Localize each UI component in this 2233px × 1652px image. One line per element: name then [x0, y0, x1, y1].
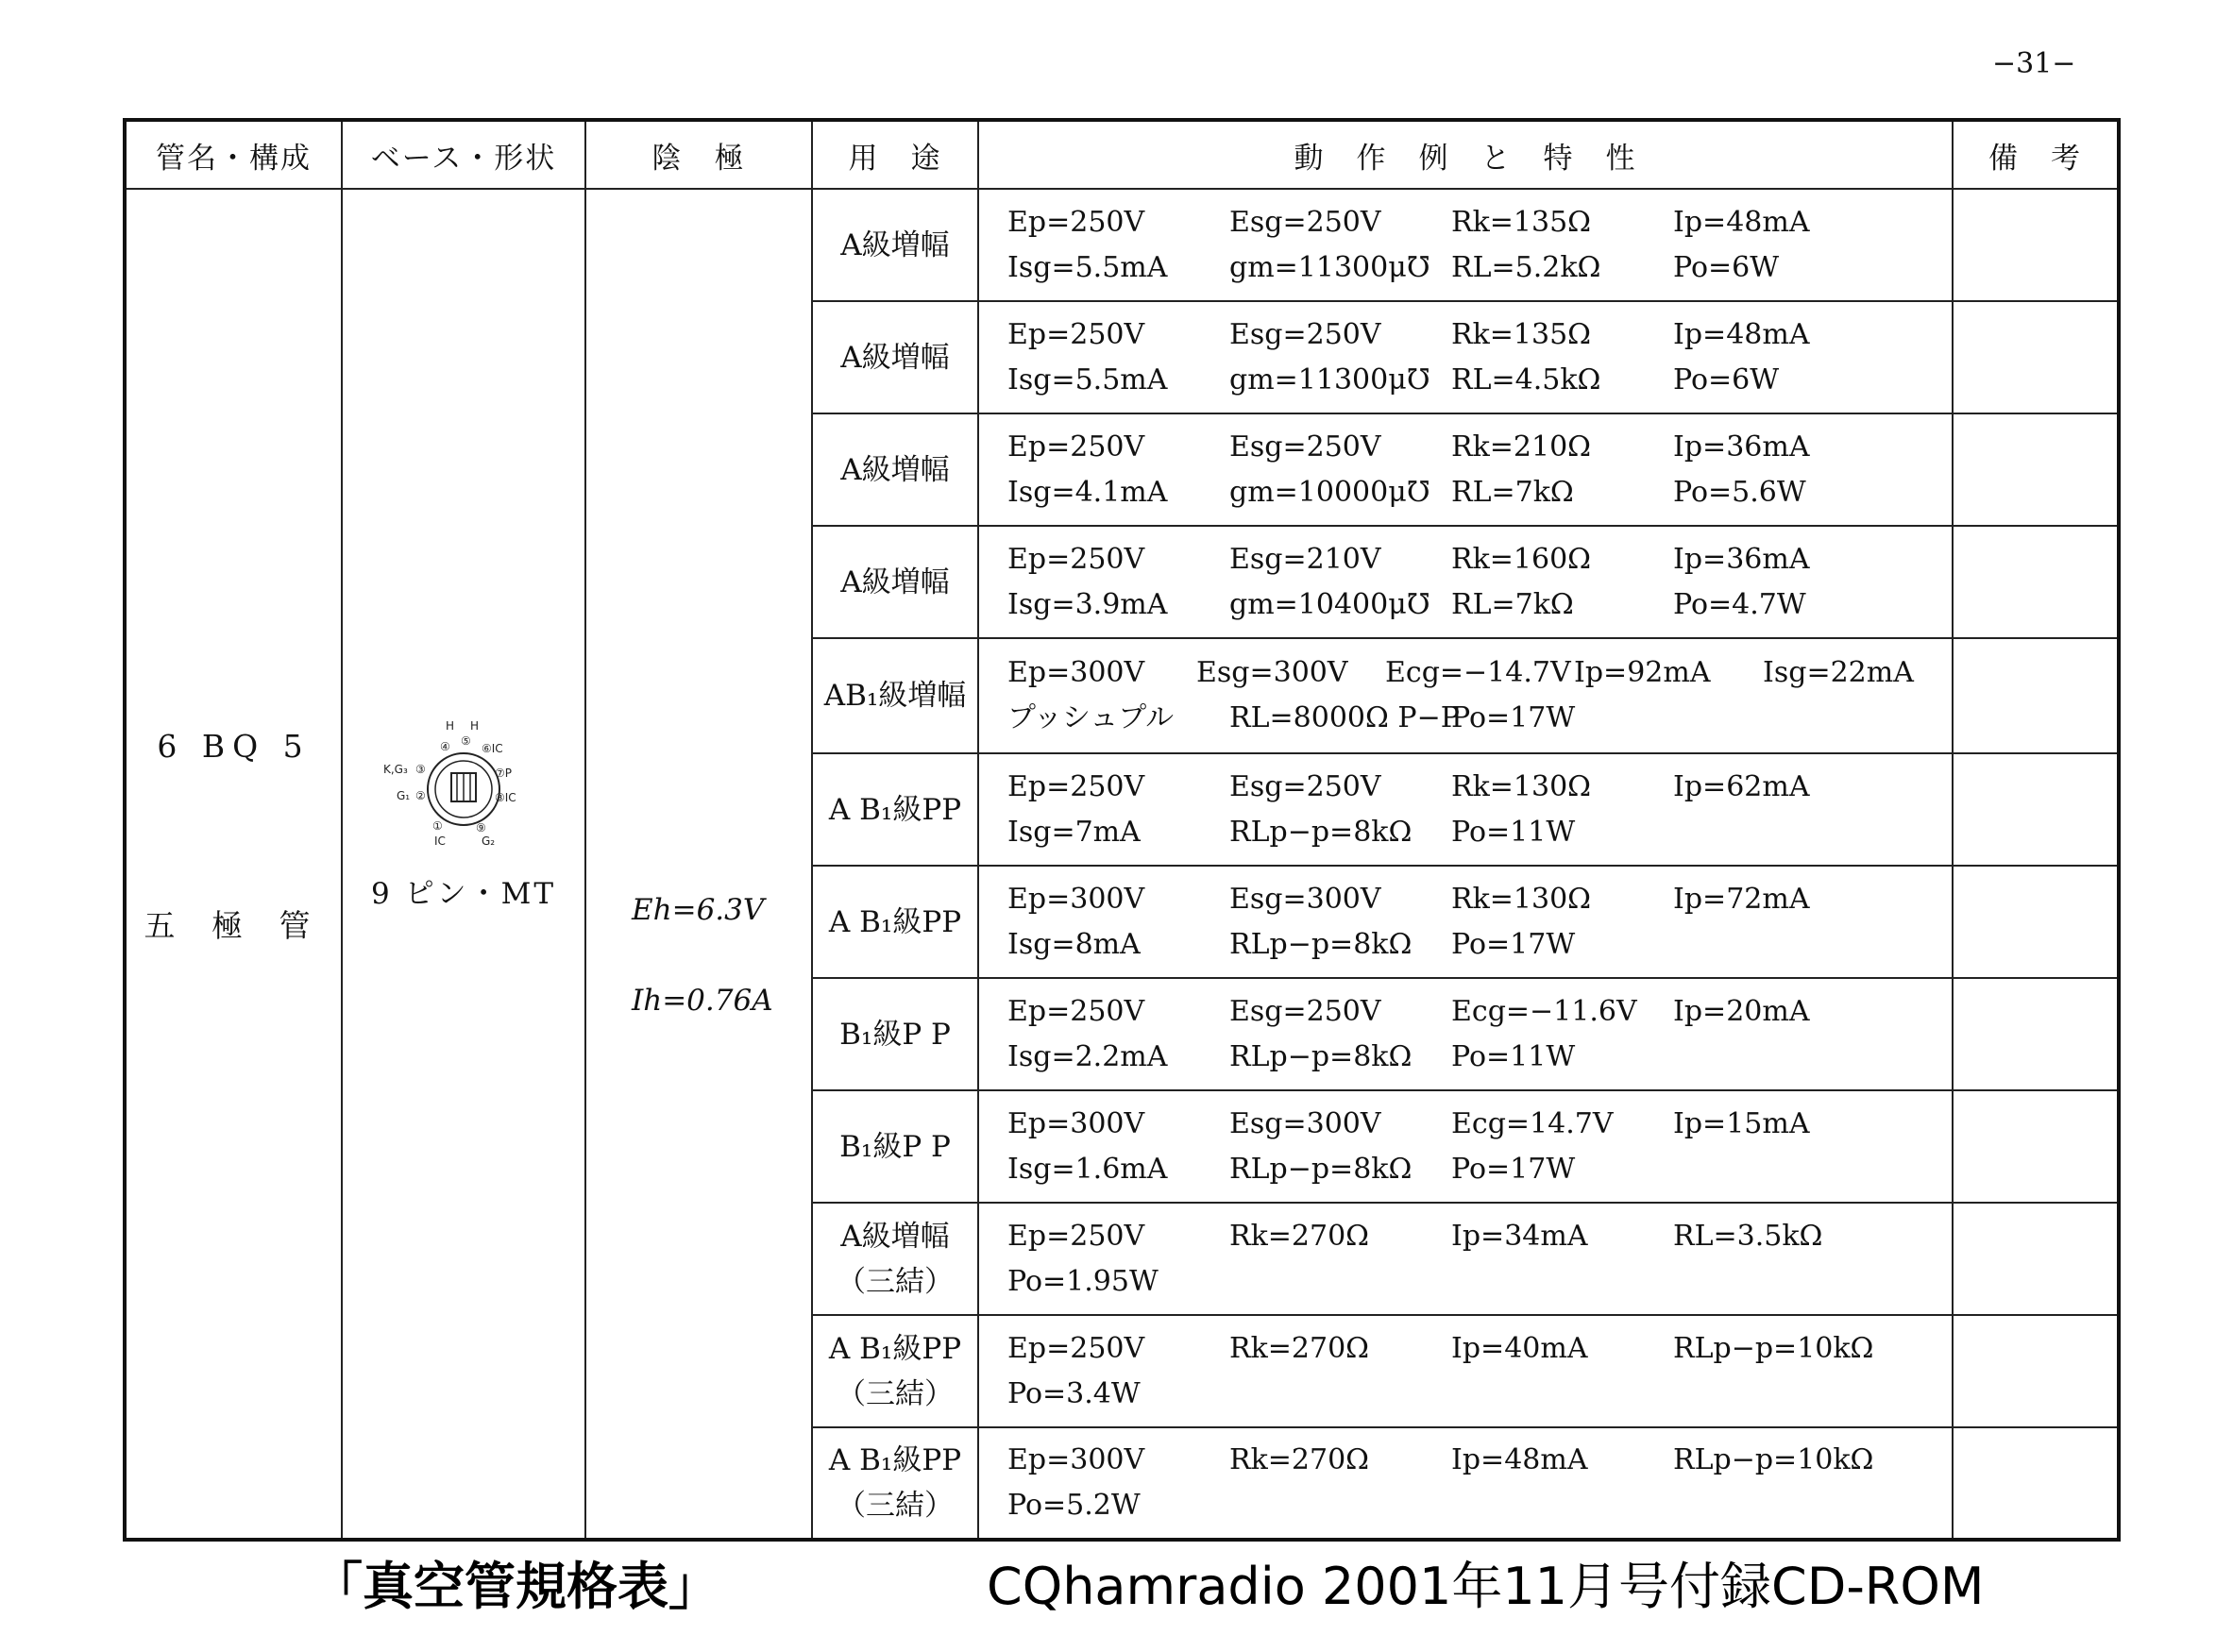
operation-value: RL=4.5kΩ: [1451, 362, 1601, 396]
operation-value: Rk=130Ω: [1451, 882, 1592, 916]
operation-value: Po=17W: [1451, 701, 1576, 734]
operation-value: Ep=250V: [1007, 317, 1145, 351]
use-cell: [812, 638, 978, 753]
pin-label: ⑥IC: [482, 742, 503, 755]
page-number: −31−: [1992, 47, 2076, 80]
operation-value: Po=1.95W: [1007, 1264, 1159, 1298]
operation-value: RL=3.5kΩ: [1673, 1219, 1823, 1253]
operation-value: Isg=5.5mA: [1007, 250, 1168, 284]
use-cell: [812, 413, 978, 526]
operation-line: [1007, 245, 1952, 291]
cathode-cell: [585, 189, 812, 1540]
operation-value: Po=5.2W: [1007, 1489, 1141, 1522]
header-cathode: 陰 極: [585, 120, 812, 189]
operation-value: Ep=250V: [1007, 1219, 1145, 1253]
use-cell: [812, 1090, 978, 1203]
operation-value: Ip=48mA: [1673, 205, 1810, 239]
header-remarks: 備 考: [1953, 120, 2119, 189]
operation-value: gm=11300μ℧: [1229, 250, 1430, 284]
remarks-cell: [1953, 526, 2119, 638]
operation-cell: [978, 1203, 1953, 1315]
use-label: A級増幅: [840, 228, 950, 262]
pin-label: G₁: [397, 789, 411, 802]
tube-structure: 五 極 管: [144, 907, 324, 944]
operation-value: Isg=5.5mA: [1007, 362, 1168, 396]
pin-label: K,G₃: [383, 763, 408, 776]
operation-value: Ep=250V: [1007, 205, 1145, 239]
table-body: [125, 189, 2119, 1540]
use-cell: [812, 526, 978, 638]
operation-value: Ecg=14.7V: [1451, 1106, 1614, 1140]
header-base: ベース・形状: [342, 120, 585, 189]
operation-value: Ip=36mA: [1673, 542, 1810, 576]
footer-source: CQhamradio 2001年11月号付録CD-ROM: [987, 1557, 1985, 1616]
heater-voltage: Eh=6.3V: [632, 893, 765, 927]
footer-title: 「真空管規格表」: [312, 1557, 719, 1616]
operation-value: Ip=15mA: [1673, 1106, 1810, 1140]
pin-label: ④: [440, 740, 450, 753]
operation-line: [1007, 1102, 1952, 1147]
operation-value: Rk=130Ω: [1451, 769, 1592, 803]
operation-value: プッシュプル: [1007, 701, 1175, 734]
pin-label: ③: [415, 763, 426, 776]
use-cell: [812, 189, 978, 301]
operation-line: [1007, 470, 1952, 515]
operation-value: Isg=4.1mA: [1007, 475, 1168, 509]
use-cell: [812, 301, 978, 413]
operation-value: Ip=40mA: [1451, 1331, 1588, 1365]
operation-value: gm=11300μ℧: [1229, 362, 1430, 396]
operation-line: [1007, 1372, 1952, 1417]
operation-value: Ep=250V: [1007, 1331, 1145, 1365]
use-label: A級増幅: [840, 1219, 950, 1254]
remarks-cell: [1953, 1315, 2119, 1427]
remarks-cell: [1953, 638, 2119, 753]
use-label: （三結）: [837, 1489, 954, 1523]
operation-value: Ip=72mA: [1673, 882, 1810, 916]
operation-cell: [978, 301, 1953, 413]
operation-value: Esg=250V: [1229, 994, 1381, 1028]
use-label: （三結）: [837, 1376, 954, 1411]
operation-line: [1007, 200, 1952, 245]
operation-line: [1007, 358, 1952, 403]
operation-line: [1007, 922, 1952, 968]
operation-value: RLp−p=10kΩ: [1673, 1443, 1874, 1476]
tube-name-cell: [125, 189, 342, 1540]
operation-cell: [978, 1090, 1953, 1203]
remarks-cell: [1953, 1427, 2119, 1540]
operation-line: [1007, 582, 1952, 628]
operation-value: Esg=250V: [1229, 205, 1381, 239]
operation-value: RL=5.2kΩ: [1451, 250, 1601, 284]
operation-value: Isg=1.6mA: [1007, 1152, 1168, 1186]
operation-line: [1007, 1326, 1952, 1372]
operation-cell: [978, 1315, 1953, 1427]
pin-label: G₂: [482, 834, 496, 848]
operation-line: [1007, 989, 1952, 1035]
operation-value: Esg=210V: [1229, 542, 1381, 576]
operation-value: Ep=250V: [1007, 994, 1145, 1028]
operation-value: Po=4.7W: [1673, 587, 1806, 621]
operation-value: Esg=250V: [1229, 430, 1381, 464]
operation-value: Rk=160Ω: [1451, 542, 1592, 576]
header-use: 用 途: [812, 120, 978, 189]
operation-value: Ip=20mA: [1673, 994, 1810, 1028]
operation-value: Isg=7mA: [1007, 815, 1141, 849]
socket-diagram: [383, 718, 544, 860]
operation-value: Ip=92mA: [1574, 656, 1711, 689]
operation-value: Ip=48mA: [1451, 1443, 1588, 1476]
pin-label: IC: [434, 834, 446, 848]
operation-cell: [978, 189, 1953, 301]
operation-value: Isg=3.9mA: [1007, 587, 1168, 621]
operation-value: RLp−p=8kΩ: [1229, 1039, 1413, 1073]
pin-label: ⑤: [461, 734, 471, 748]
remarks-cell: [1953, 1203, 2119, 1315]
operation-value: Esg=250V: [1229, 317, 1381, 351]
use-label: A B₁級PP: [828, 1331, 962, 1366]
operation-value: RLp−p=8kΩ: [1229, 815, 1413, 849]
operation-value: Ep=250V: [1007, 430, 1145, 464]
operation-value: Po=11W: [1451, 1039, 1576, 1073]
operation-value: RL=8000Ω P−P: [1229, 701, 1460, 734]
operation-value: Isg=22mA: [1763, 656, 1914, 689]
operation-value: Esg=300V: [1196, 656, 1348, 689]
operation-value: Rk=270Ω: [1229, 1219, 1370, 1253]
operation-line: [1007, 312, 1952, 358]
use-cell: [812, 1427, 978, 1540]
operation-value: Isg=8mA: [1007, 927, 1141, 961]
operation-value: Ep=300V: [1007, 656, 1145, 689]
operation-value: Ip=34mA: [1451, 1219, 1588, 1253]
operation-value: Isg=2.2mA: [1007, 1039, 1168, 1073]
remarks-cell: [1953, 1090, 2119, 1203]
remarks-cell: [1953, 301, 2119, 413]
use-label: A級増幅: [840, 565, 950, 599]
heater-current: Ih=0.76A: [632, 984, 773, 1018]
operation-value: Po=5.6W: [1673, 475, 1806, 509]
operation-value: Ip=36mA: [1673, 430, 1810, 464]
operation-value: Ecg=−14.7V: [1385, 656, 1571, 689]
operation-value: Rk=270Ω: [1229, 1331, 1370, 1365]
operation-line: [1007, 650, 1952, 696]
operation-value: gm=10400μ℧: [1229, 587, 1430, 621]
operation-line: [1007, 877, 1952, 922]
pin-label: ⑦P: [495, 767, 512, 780]
operation-value: Ep=300V: [1007, 1443, 1145, 1476]
operation-value: RLp−p=10kΩ: [1673, 1331, 1874, 1365]
operation-line: [1007, 1483, 1952, 1528]
remarks-cell: [1953, 413, 2119, 526]
pin-label: ⑨: [476, 821, 486, 834]
operation-line: [1007, 425, 1952, 470]
operation-cell: [978, 978, 1953, 1090]
operation-value: Esg=250V: [1229, 769, 1381, 803]
use-label: AB₁級増幅: [823, 679, 967, 713]
pin-label: ②: [415, 789, 426, 802]
operation-value: Po=11W: [1451, 815, 1576, 849]
operation-value: Ep=250V: [1007, 542, 1145, 576]
use-cell: [812, 753, 978, 866]
operation-value: Po=3.4W: [1007, 1376, 1141, 1410]
pin-label: H: [446, 719, 455, 733]
operation-line: [1007, 810, 1952, 855]
use-label: A B₁級PP: [828, 904, 962, 939]
remarks-cell: [1953, 753, 2119, 866]
use-label: （三結）: [837, 1264, 954, 1299]
operation-value: Rk=135Ω: [1451, 317, 1592, 351]
operation-line: [1007, 765, 1952, 810]
operation-value: Rk=270Ω: [1229, 1443, 1370, 1476]
remarks-cell: [1953, 189, 2119, 301]
use-label: B₁級P P: [839, 1017, 951, 1052]
operation-value: Po=6W: [1673, 362, 1780, 396]
use-label: A級増幅: [840, 452, 950, 487]
pin-label: H: [470, 719, 480, 733]
operation-value: Po=17W: [1451, 1152, 1576, 1186]
header-operation: 動 作 例 と 特 性: [978, 120, 1953, 189]
pin-label: ①: [432, 819, 443, 833]
operation-cell: [978, 638, 1953, 753]
spec-table: [123, 118, 2121, 1542]
use-label: A B₁級PP: [828, 1443, 962, 1477]
operation-value: Ep=300V: [1007, 882, 1145, 916]
operation-value: Esg=300V: [1229, 1106, 1381, 1140]
operation-cell: [978, 413, 1953, 526]
use-label: B₁級P P: [839, 1129, 951, 1164]
operation-value: RLp−p=8kΩ: [1229, 1152, 1413, 1186]
remarks-cell: [1953, 866, 2119, 978]
operation-line: [1007, 537, 1952, 582]
operation-cell: [978, 753, 1953, 866]
operation-value: Rk=135Ω: [1451, 205, 1592, 239]
operation-value: RL=7kΩ: [1451, 475, 1574, 509]
base-cell: [342, 189, 585, 1540]
header-name: 管名・構成: [125, 120, 342, 189]
operation-value: RL=7kΩ: [1451, 587, 1574, 621]
remarks-cell: [1953, 978, 2119, 1090]
operation-value: Ecg=−11.6V: [1451, 994, 1637, 1028]
operation-line: [1007, 1214, 1952, 1259]
operation-value: Rk=210Ω: [1451, 430, 1592, 464]
tube-name: 6 BQ 5: [157, 728, 311, 765]
operation-value: Po=17W: [1451, 927, 1576, 961]
operation-line: [1007, 696, 1952, 741]
operation-value: Po=6W: [1673, 250, 1780, 284]
operation-cell: [978, 866, 1953, 978]
operation-cell: [978, 526, 1953, 638]
pin-label: ⑧IC: [495, 791, 516, 804]
operation-value: Ep=250V: [1007, 769, 1145, 803]
operation-value: Ep=300V: [1007, 1106, 1145, 1140]
use-label: A級増幅: [840, 340, 950, 375]
operation-value: RLp−p=8kΩ: [1229, 927, 1413, 961]
use-cell: [812, 1203, 978, 1315]
operation-value: Ip=48mA: [1673, 317, 1810, 351]
header-row: [125, 120, 2119, 189]
operation-line: [1007, 1035, 1952, 1080]
operation-value: gm=10000μ℧: [1229, 475, 1430, 509]
base-shape: 9 ピン・MT: [371, 877, 556, 911]
operation-line: [1007, 1438, 1952, 1483]
operation-value: Ip=62mA: [1673, 769, 1810, 803]
use-cell: [812, 1315, 978, 1427]
use-label: A B₁級PP: [828, 792, 962, 827]
operation-line: [1007, 1147, 1952, 1192]
table-row: [125, 189, 2119, 301]
operation-cell: [978, 1427, 1953, 1540]
operation-value: Esg=300V: [1229, 882, 1381, 916]
operation-line: [1007, 1259, 1952, 1305]
